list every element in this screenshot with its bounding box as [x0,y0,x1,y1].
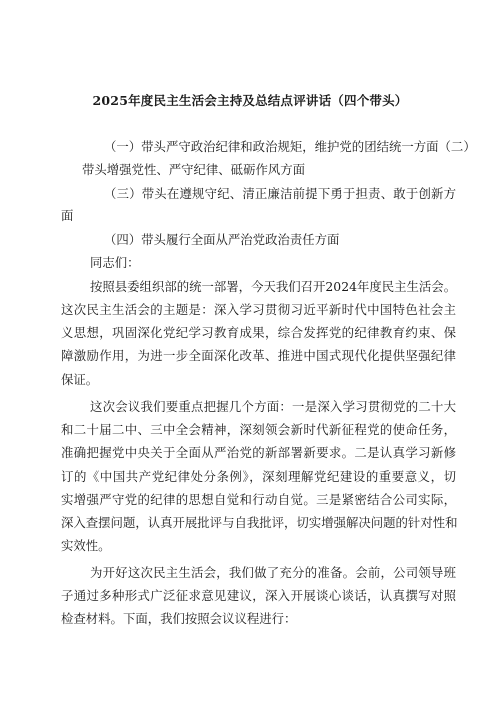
text-line: 准确把握党中央关于全面从严治党的新部署新要求。二是认真学习新修 [61,445,456,460]
text-line: 这次民主生活会的主题是：深入学习贯彻习近平新时代中国特色社会主 [61,302,456,317]
text-line: 实效性。 [61,538,111,553]
text-line: 和二十届二中、三中全会精神，深刻领会新时代新征程党的使命任务， [61,422,456,437]
text-line: 障激励作用，为进一步全面深化改革、推进中国式现代化提供坚强纪律 [61,348,456,363]
text-line: 面 [61,208,74,223]
text-line: 保证。 [61,372,99,387]
text-line: 带头增强党性、严守纪律、砥砺作风方面 [82,162,306,177]
document-title: 2025年度民主生活会主持及总结点评讲话（四个带头） [92,93,408,108]
text-line: 订的《中国共产党纪律处分条例》，深刻理解党纪建设的重要意义，切 [61,469,456,484]
text-line: 这次会议我们要重点把握几个方面：一是深入学习贯彻党的二十大 [90,399,456,414]
text-line: （三）带头在遵规守纪、清正廉洁前提下勇于担责、敢于创新方 [104,186,456,201]
text-line: 子通过多种形式广泛征求意见建议，深入开展谈心谈话，认真撰写对照 [61,588,456,603]
text-line: （四）带头履行全面从严治党政治责任方面 [104,232,340,247]
text-line: 为开好这次民主生活会，我们做了充分的准备。会前，公司领导班 [90,565,456,580]
text-line: 实增强严守党的纪律的思想自觉和行动自觉。三是紧密结合公司实际， [61,492,456,507]
salutation: 同志们： [90,255,140,270]
text-line: 按照县委组织部的统一部署，今天我们召开2024年度民主生活会。 [90,279,457,294]
text-line: 检查材料。下面，我们按照会议议程进行： [61,611,297,626]
text-line: （一）带头严守政治纪律和政治规矩，维护党的团结统一方面（二） [104,139,476,154]
text-line: 义思想，巩固深化党纪学习教育成果，综合发挥党的纪律教育约束、保 [61,325,456,340]
text-line: 深入查摆问题，认真开展批评与自我批评，切实增强解决问题的针对性和 [61,515,458,530]
